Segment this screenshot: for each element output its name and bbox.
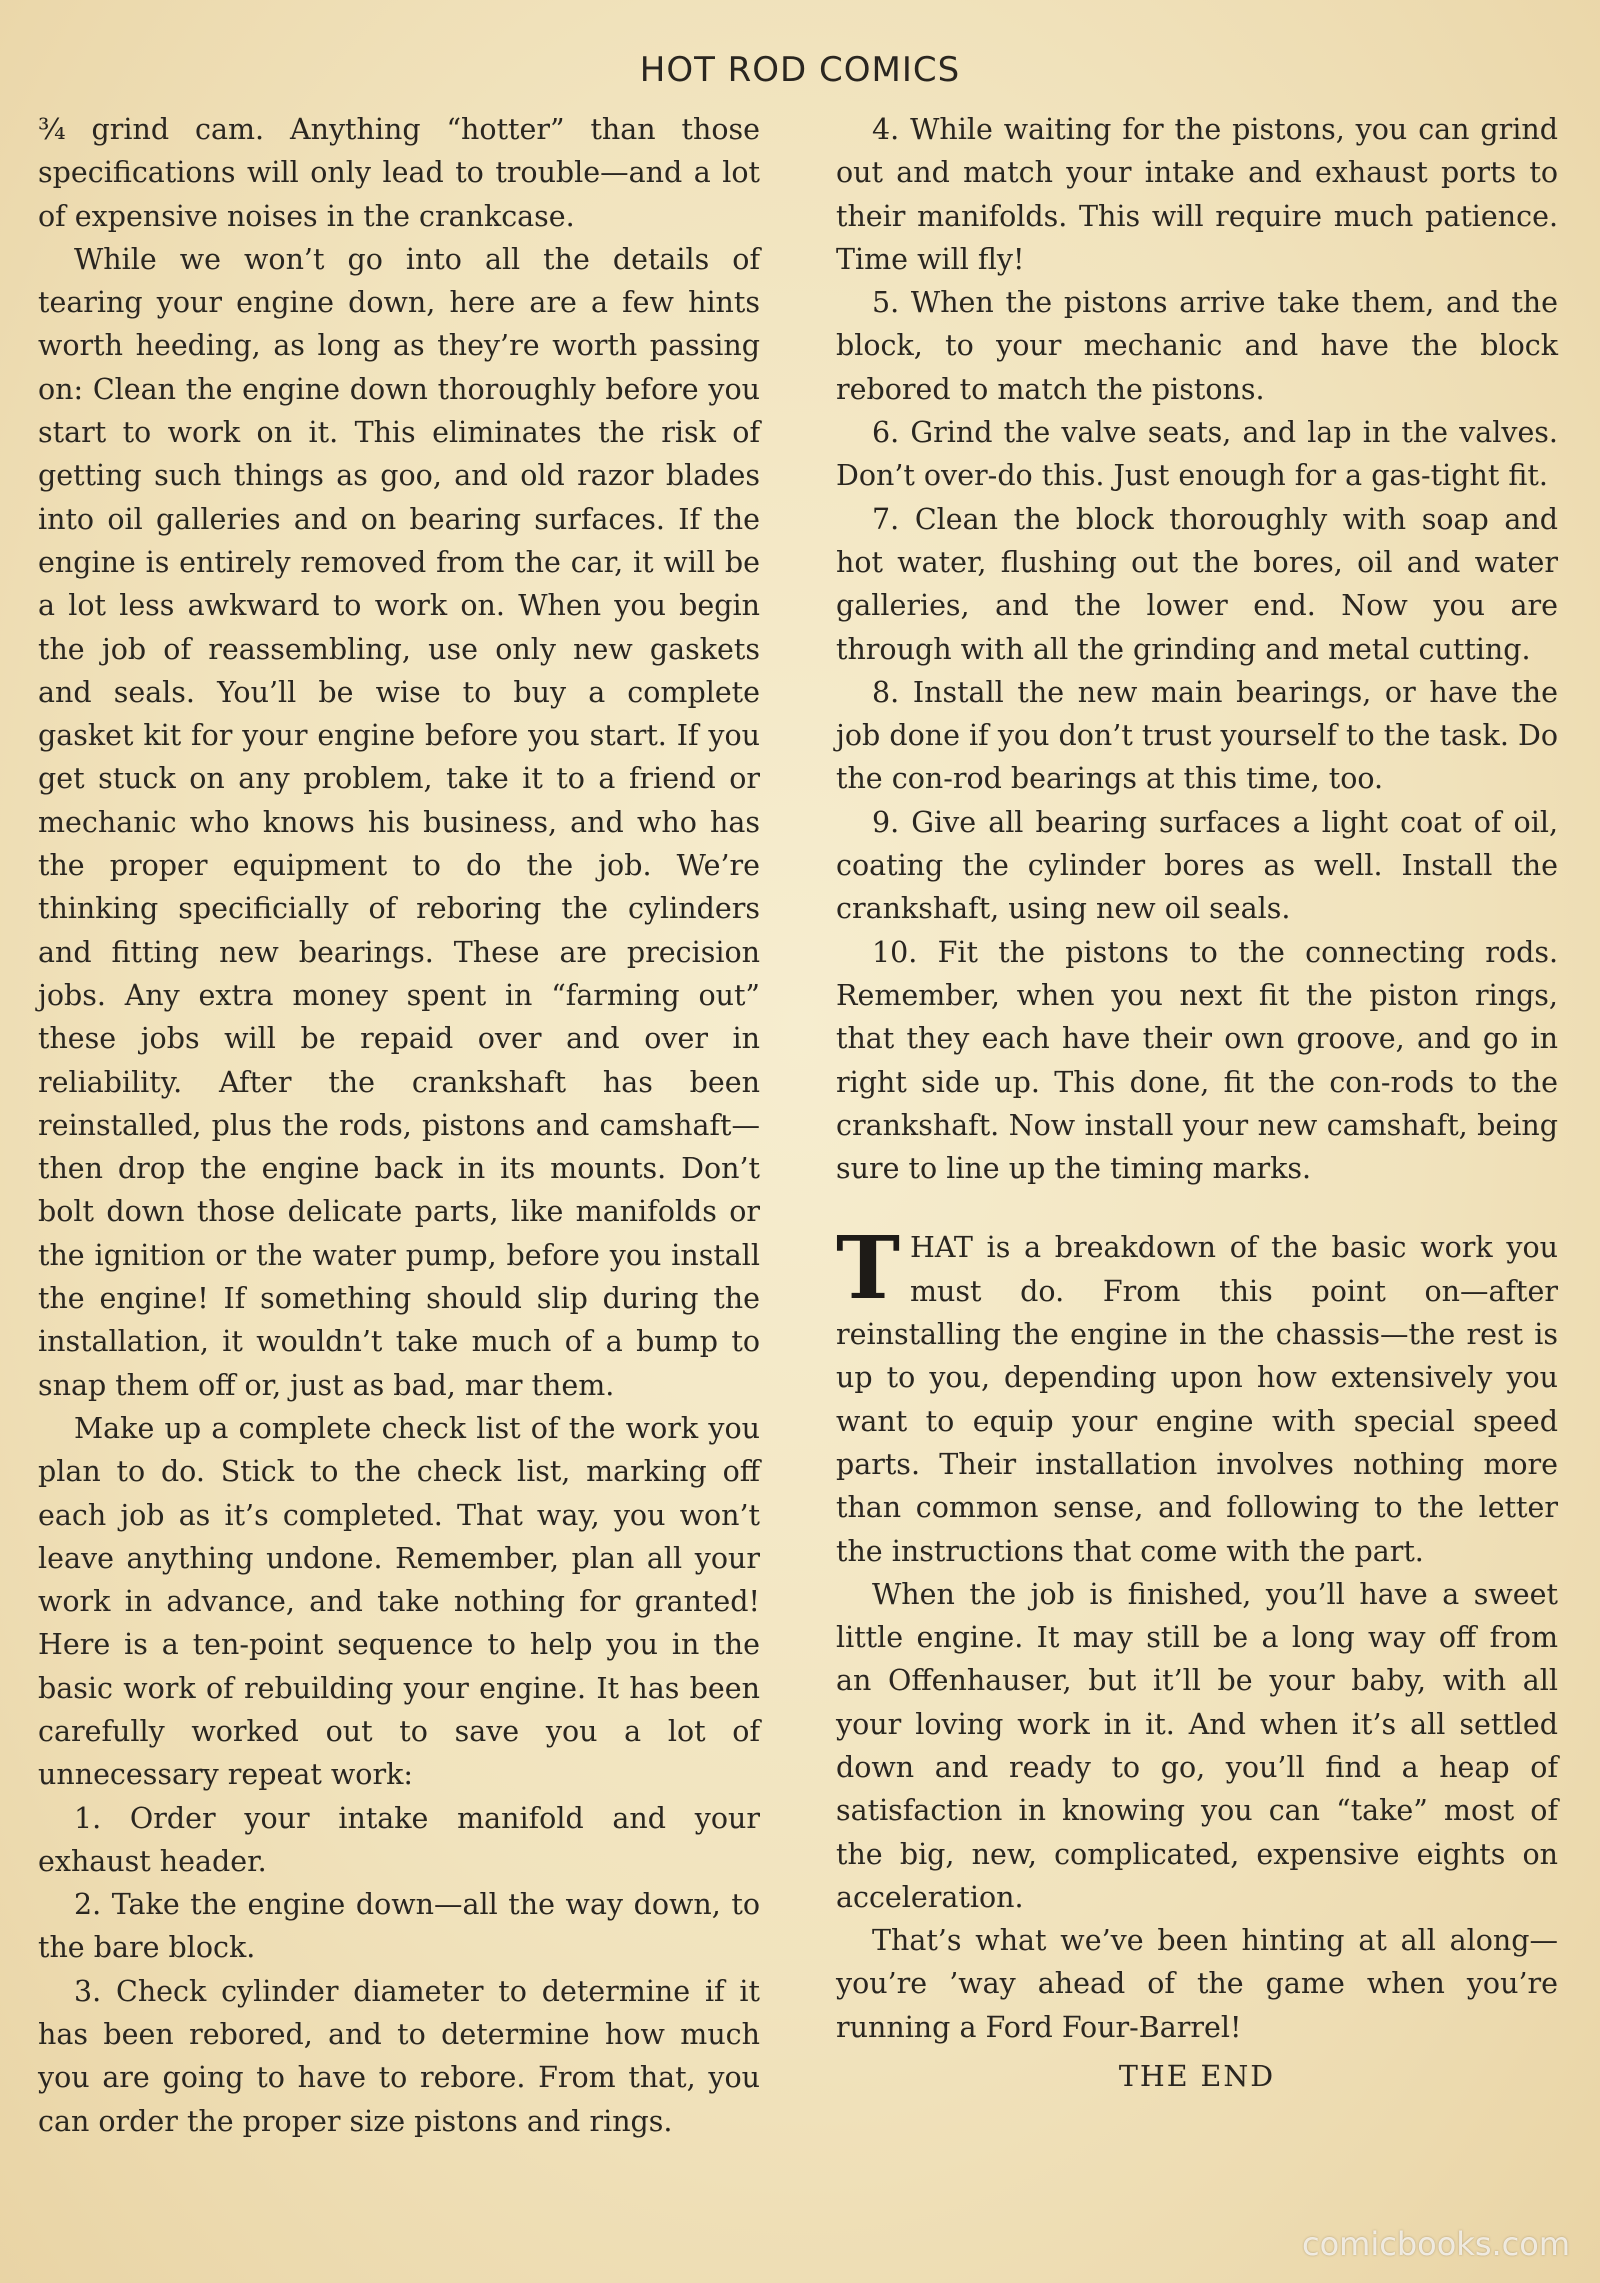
right-column [836, 108, 1558, 2098]
paragraph: Make up a complete check list of the work you plan to do. Stick to the check list, marking off each job as it’s completed. That way, you won’t leave anything undone. Remember, plan all your work in advance, and take nothing for granted! Here is a ten-point sequence to help you in the basic work of rebuilding your engine. It has been carefully worked out to save you a lot of unnecessary repeat work: [38, 1411, 760, 1792]
list-item: 6. Grind the valve seats, and lap in the valves. Don’t over-do this. Just enough for a gas-tight fit. [836, 416, 1558, 493]
list-item: 9. Give all bearing surfaces a light coat of oil, coating the cylinder bores as well. Install the crankshaft, using new oil seals. [836, 805, 1558, 926]
list-item: 10. Fit the pistons to the connecting rods. Remember, when you next fit the piston rings, that they each have their own groove, and go in right side up. This done, fit the con-rods to the crankshaft. Now install your new camshaft, being sure to line up the timing marks. [836, 935, 1558, 1186]
drop-cap: T [836, 1218, 900, 1320]
paragraph: When the job is finished, you’ll have a sweet little engine. It may still be a long way off from an Offenhauser, but it’ll be your baby, with all your loving work in it. And when it’s all settled down and ready to go, you’ll find a heap of satisfaction in knowing you can “take” most of the big, new, complicated, expensive eights on acceleration. [836, 1577, 1558, 1914]
list-item: 5. When the pistons arrive take them, and the block, to your mechanic and have the block rebored to match the pistons. [836, 286, 1558, 406]
list-item: 1. Order your intake manifold and your exhaust header. [38, 1801, 760, 1878]
conclusion-text: HAT is a breakdown of the basic work you must do. From this point on—after reinstalling the engine in the chassis—the rest is up to you, depending upon how extensively you want to equip your engine with special speed parts. Their installation involves nothing more than common sense, and following to the letter the instructions that come with the part. [836, 1231, 1558, 1568]
list-item: 8. Install the new main bearings, or have the job done if you don’t trust yourself to the task. Do the con-rod bearings at this time, too. [836, 675, 1558, 796]
left-column [38, 108, 760, 2143]
conclusion-paragraph [836, 1218, 1558, 1572]
page-header: HOT ROD COMICS [639, 50, 961, 90]
paragraph: That’s what we’ve been hinting at all along—you’re ’way ahead of the game when you’re running a Ford Four-Barrel! [836, 1924, 1558, 2044]
list-item: 3. Check cylinder diameter to determine if it has been rebored, and to determine how much you are going to have to rebore. From that, you can order the proper size pistons and rings. [38, 1974, 760, 2138]
watermark: comicbooks.com [1301, 2225, 1570, 2263]
the-end-label: THE END [1118, 2060, 1276, 2094]
paragraph: While we won’t go into all the details of tearing your engine down, here are a few hints worth heeding, as long as they’re worth passing on: Clean the engine down thoroughly before you start to work on it. This eliminates the risk of getting such things as goo, and old razor blades into oil galleries and on bearing surfaces. If the engine is entirely removed from the car, it will be a lot less awkward to work on. When you begin the job of reassembling, use only new gaskets and seals. You’ll be wise to buy a complete gasket kit for your engine before you start. If you get stuck on any problem, take it to a friend or mechanic who knows his business, and who has the proper equipment to do the job. We’re thinking specificially of reboring the cylinders and fitting new bearings. These are precision jobs. Any extra money spent in “farming out” these jobs will be repaid over and over in reliability. After the crankshaft has been reinstalled, plus the rods, pistons and camshaft—then drop the engine back in its mounts. Don’t bolt down those delicate parts, like manifolds or the ignition or the water pump, before you install the engine! If something should slip during the installation, it wouldn’t take much of a bump to snap them off or, just as bad, mar them. [38, 242, 760, 1402]
list-item: 4. While waiting for the pistons, you can grind out and match your intake and exhaust ports to their manifolds. This will require much patience. Time will fly! [836, 113, 1558, 276]
list-item: 7. Clean the block thoroughly with soap and hot water, flushing out the bores, oil and water galleries, and the lower end. Now you are through with all the grinding and metal cutting. [836, 502, 1558, 666]
paragraph: ¾ grind cam. Anything “hotter” than those specifications will only lead to trouble—and a lot of expensive noises in the crankcase. [38, 113, 760, 233]
list-item: 2. Take the engine down—all the way down, to the bare block. [38, 1888, 760, 1965]
